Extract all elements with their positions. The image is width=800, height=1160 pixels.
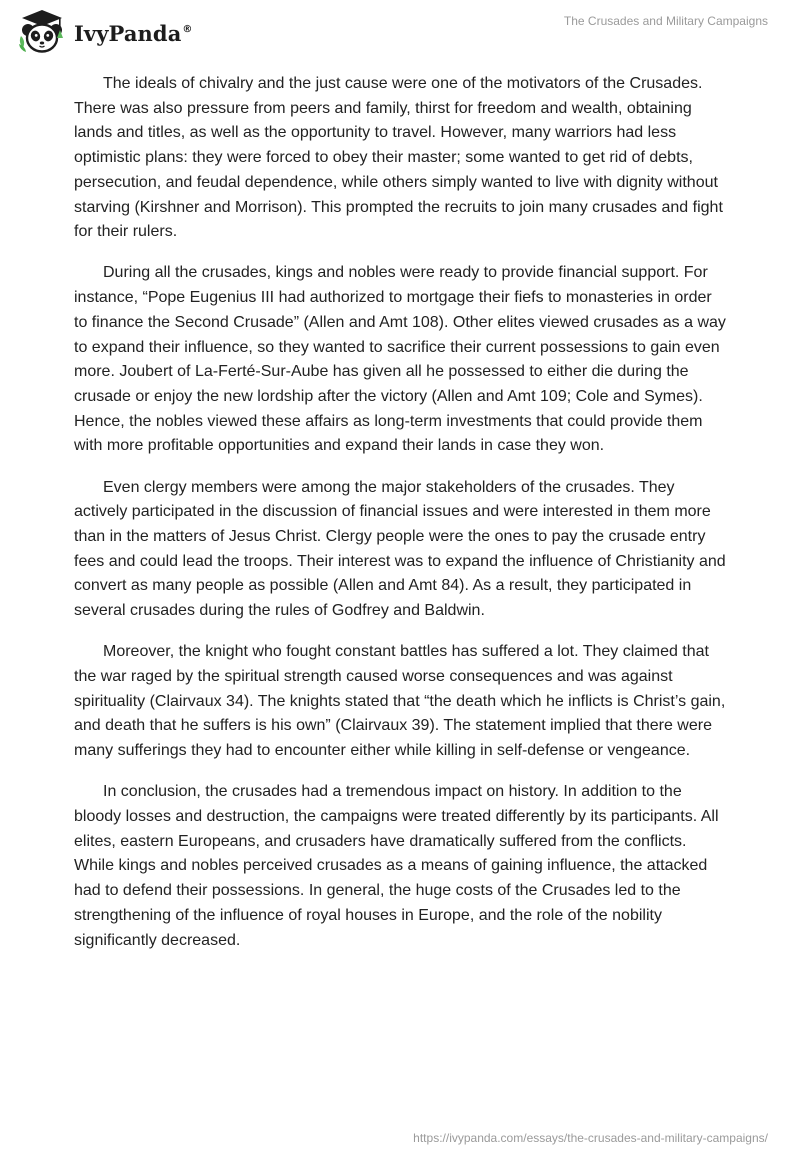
- source-url[interactable]: https://ivypanda.com/essays/the-crusades-and-military-campaigns/: [413, 1131, 768, 1145]
- ivypanda-logo[interactable]: [14, 8, 193, 56]
- paragraph: In conclusion, the crusades had a tremendous impact on history. In addition to the bloody losses and destruction, the campaigns were treated differently by its participants. All elites, eastern Europeans, and crusaders have dramatically suffered from the conflicts. While kings and nobles perceived crusades as a means of gaining influence, the attacked had to defend their possessions. In general, the huge costs of the Crusades led to the strengthening of the influence of royal houses in Europe, and the role of the nobility significantly decreased.: [74, 783, 719, 949]
- document-title: The Crusades and Military Campaigns: [563, 14, 768, 28]
- paragraph: Even clergy members were among the major stakeholders of the crusades. They actively participated in the discussion of financial issues and were interested in them more than in the matters of Jesus Christ. Clergy people were the ones to pay the crusade entry fees and could lead the troops. Their interest was to expand the influence of Christianity and convert as many people as possible (Allen and Amt 84). As a result, they participated in several crusades during the rules of Godfrey and Baldwin.: [74, 478, 726, 620]
- panda-graduate-icon: [14, 8, 70, 56]
- paragraph: The ideals of chivalry and the just cause were one of the motivators of the Crusades. There was also pressure from peers and family, thirst for freedom and wealth, obtaining lands and titles, as well as the opportunity to travel. However, many warriors had less optimistic plans: they were forced to obey their master; some wanted to get rid of debts, persecution, and feudal dependence, while others simply wanted to live with dignity without starving (Kirshner and Morrison). This prompted the recruits to join many crusades and fight for their rulers.: [74, 75, 723, 241]
- registered-mark: ®: [182, 23, 193, 35]
- paragraph: Moreover, the knight who fought constant battles has suffered a lot. They claimed that the war raged by the spiritual strength caused worse consequences and was against spirituality (Clairvaux 34). The knights stated that “the death which he inflicts is Christ’s gain, and death that he suffers is his own” (Clairvaux 39). The statement implied that there were many sufferings they had to encounter either while killing in self-defense or vengeance.: [74, 643, 726, 760]
- brand-name-text: IvyPanda: [74, 20, 182, 46]
- brand-name: [74, 21, 193, 46]
- paragraph: During all the crusades, kings and nobles were ready to provide financial support. For instance, “Pope Eugenius III had authorized to mortgage their fiefs to monasteries in order to finance the Second Crusade” (Allen and Amt 108). Other elites viewed crusades as a way to expand their influence, so they wanted to sacrifice their current possessions to gain even more. Joubert of La-Ferté-Sur-Aube has given all he possessed to either die during the crusade or enjoy the new lordship after the victory (Allen and Amt 109; Cole and Symes). Hence, the nobles viewed these affairs as long-term investments that could provide them with more profitable opportunities and expand their lands in case they won.: [74, 264, 726, 455]
- essay-body: [74, 72, 726, 970]
- page-header: [0, 0, 800, 70]
